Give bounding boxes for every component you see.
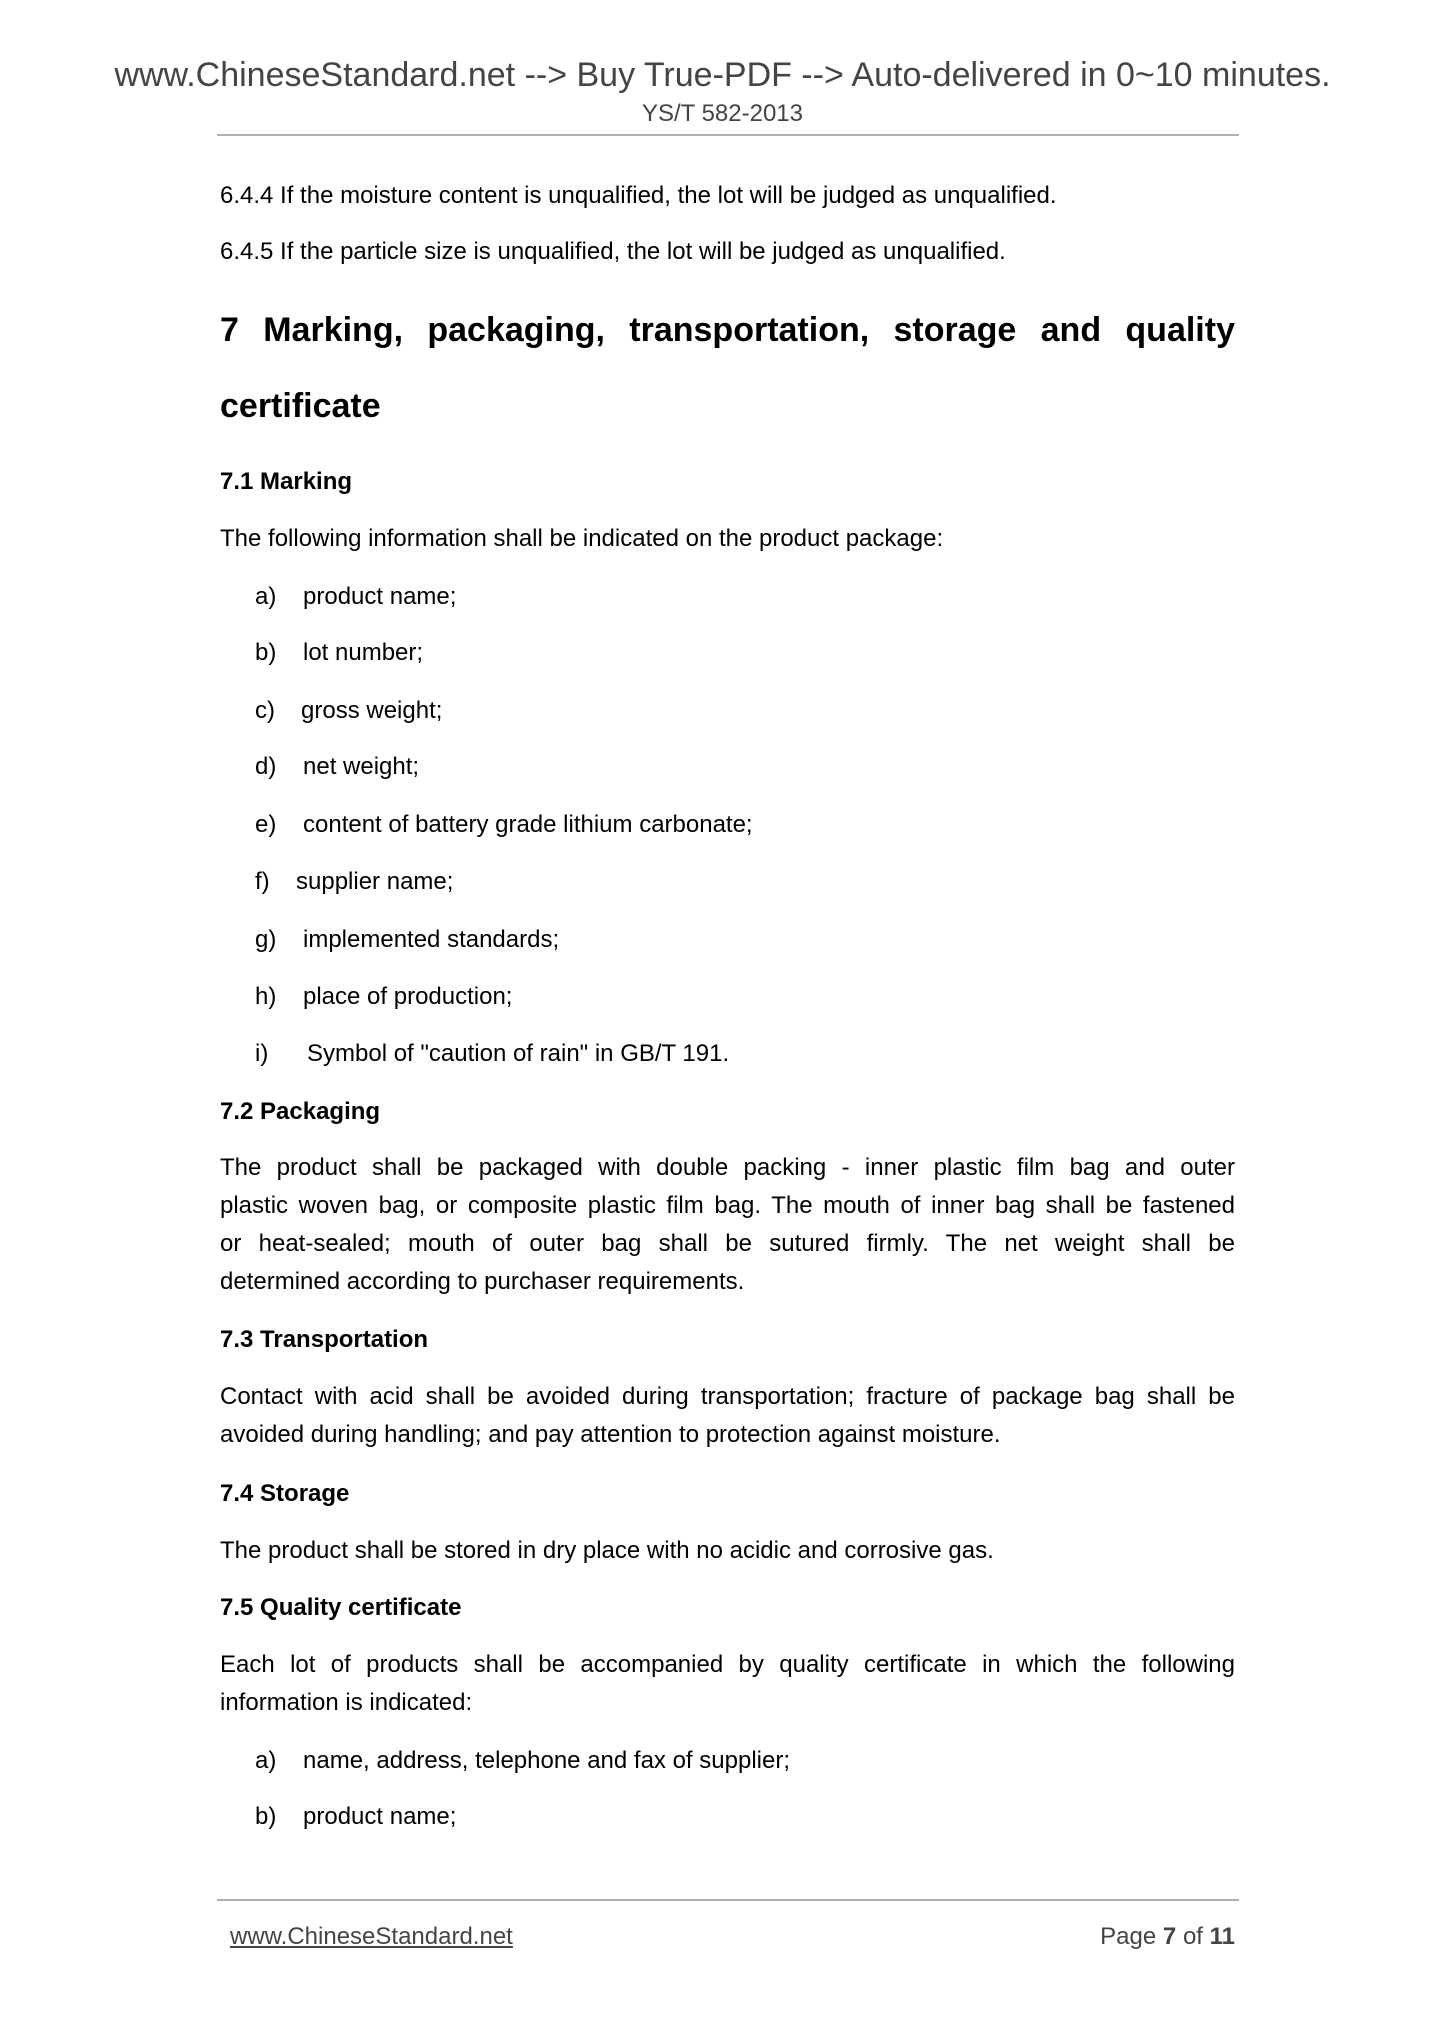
section-7-3-title: 7.3 Transportation — [220, 1326, 429, 1353]
transportation-paragraph-line: Contact with acid shall be avoided during transportation; fracture of package bag shall be — [220, 1383, 1235, 1410]
list-label: i) — [255, 1040, 269, 1067]
clause-6-4-5: 6.4.5 If the particle size is unqualified, the lot will be judged as unqualified. — [220, 238, 1006, 265]
footer-divider — [217, 1899, 1239, 1901]
footer-website-link[interactable]: www.ChineseStandard.net — [230, 1923, 513, 1950]
clause-6-4-4: 6.4.4 If the moisture content is unqualified, the lot will be judged as unqualified. — [220, 182, 1057, 209]
packaging-paragraph-line: or heat-sealed; mouth of outer bag shall be sutured firmly. The net weight shall be — [220, 1230, 1235, 1257]
list-item: Symbol of "caution of rain" in GB/T 191. — [307, 1040, 730, 1067]
list-item: product name; — [303, 1803, 457, 1830]
page-total: 11 — [1209, 1923, 1235, 1950]
packaging-paragraph-line: plastic woven bag, or composite plastic film bag. The mouth of inner bag shall be fastened — [220, 1192, 1235, 1219]
list-label: a) — [255, 583, 277, 610]
section-7-2-title: 7.2 Packaging — [220, 1098, 381, 1125]
page-current: 7 — [1162, 1923, 1177, 1950]
page-prefix: Page — [1100, 1923, 1157, 1950]
list-item: supplier name; — [296, 868, 454, 895]
page-of: of — [1182, 1923, 1203, 1950]
list-label: f) — [255, 868, 270, 895]
page-indicator — [1100, 1923, 1235, 1951]
list-item: gross weight; — [301, 697, 443, 724]
list-item: net weight; — [303, 753, 420, 780]
certificate-paragraph-line: Each lot of products shall be accompanied by quality certificate in which the following — [220, 1651, 1235, 1678]
list-label: c) — [255, 697, 275, 724]
header-banner: www.ChineseStandard.net --> Buy True-PDF --> Auto-delivered in 0~10 minutes. — [114, 56, 1331, 94]
transportation-paragraph-line: avoided during handling; and pay attention to protection against moisture. — [220, 1421, 1001, 1448]
section-7-title-line2: certificate — [220, 387, 381, 425]
list-item: name, address, telephone and fax of supplier; — [303, 1747, 790, 1774]
section-7-title-line1: 7 Marking, packaging, transportation, storage and quality — [220, 311, 1235, 349]
list-item: product name; — [303, 583, 457, 610]
list-label: g) — [255, 926, 277, 953]
header-divider — [217, 134, 1239, 136]
list-item: place of production; — [303, 983, 513, 1010]
list-item: implemented standards; — [303, 926, 560, 953]
packaging-paragraph-line: determined according to purchaser requirements. — [220, 1268, 745, 1295]
storage-paragraph: The product shall be stored in dry place with no acidic and corrosive gas. — [220, 1537, 994, 1564]
list-item: lot number; — [303, 639, 424, 666]
list-item: content of battery grade lithium carbonate; — [303, 811, 753, 838]
list-label: b) — [255, 1803, 277, 1830]
list-label: a) — [255, 1747, 277, 1774]
document-id: YS/T 582-2013 — [641, 100, 803, 127]
section-7-1-title: 7.1 Marking — [220, 468, 353, 495]
list-label: d) — [255, 753, 277, 780]
section-7-4-title: 7.4 Storage — [220, 1480, 350, 1507]
list-label: h) — [255, 983, 277, 1010]
list-label: e) — [255, 811, 277, 838]
certificate-paragraph-line: information is indicated: — [220, 1689, 473, 1716]
section-7-5-title: 7.5 Quality certificate — [220, 1594, 462, 1621]
list-label: b) — [255, 639, 277, 666]
packaging-paragraph-line: The product shall be packaged with double packing - inner plastic film bag and outer — [220, 1154, 1235, 1181]
section-7-1-intro: The following information shall be indicated on the product package: — [220, 525, 944, 552]
